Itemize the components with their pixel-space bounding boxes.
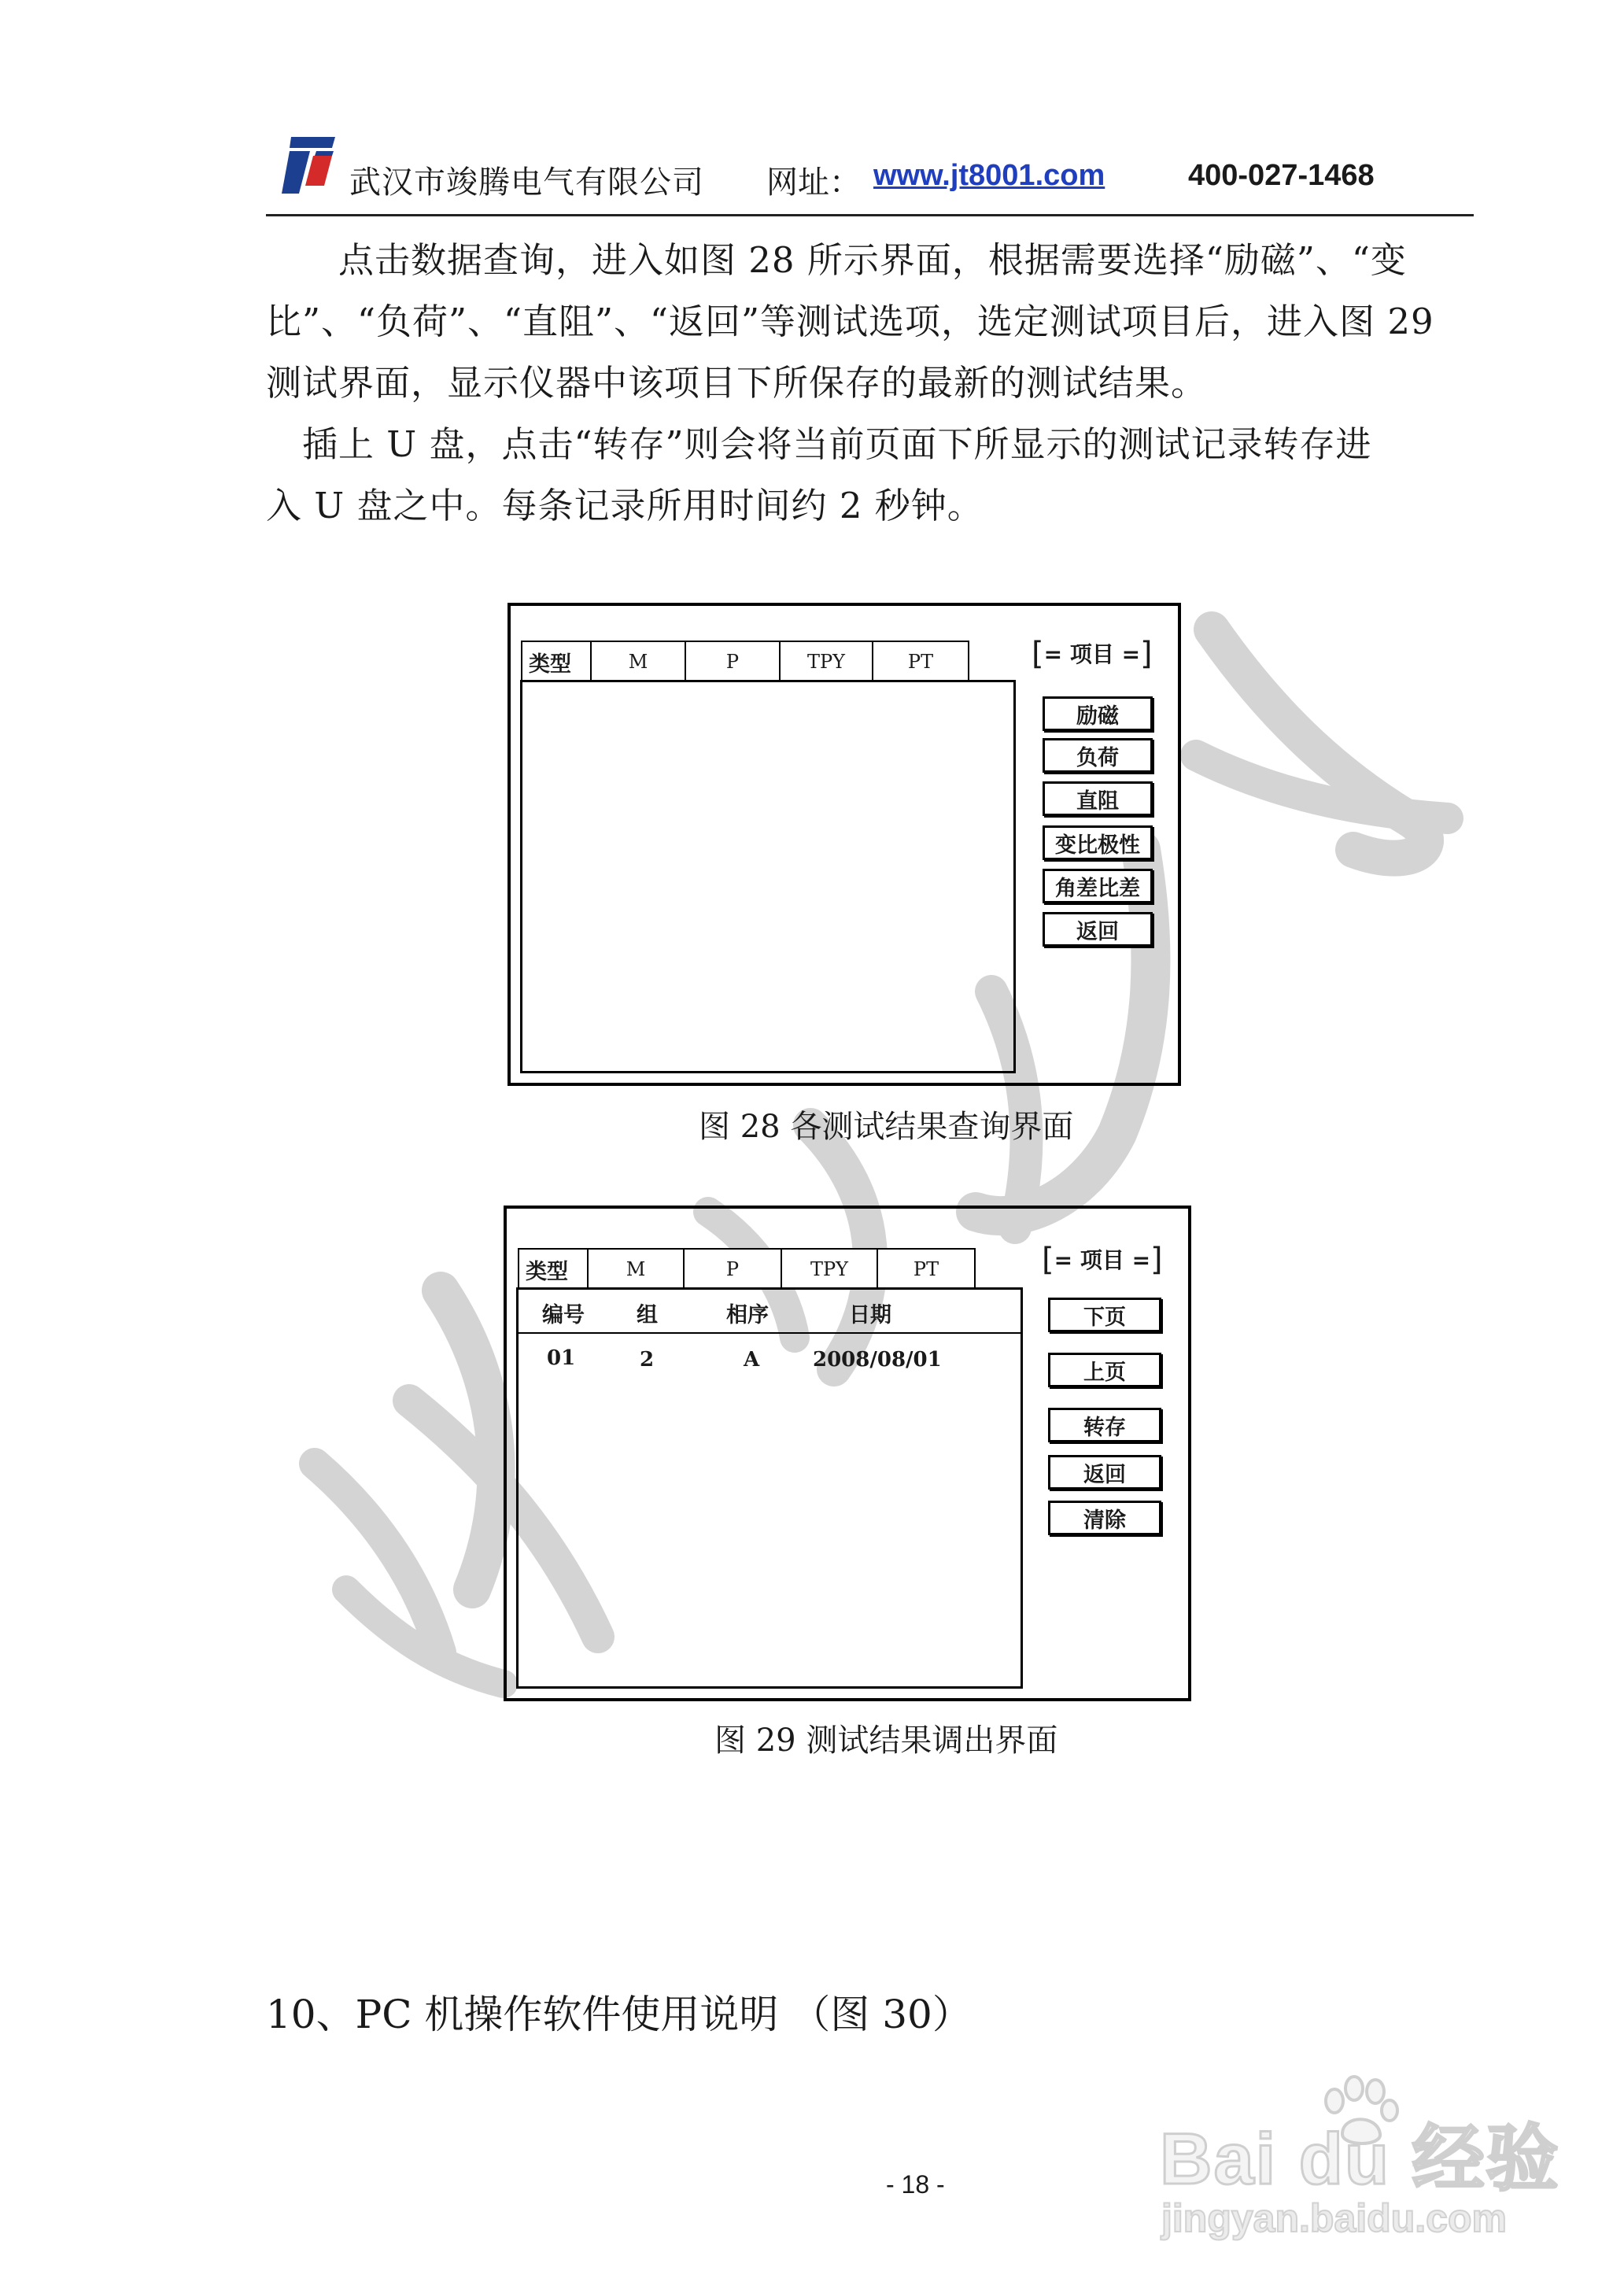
next-page-button[interactable]: 下页	[1048, 1298, 1161, 1332]
company-logo	[282, 135, 337, 195]
load-button[interactable]: 负荷	[1043, 738, 1153, 773]
header-row-divider	[519, 1332, 1021, 1334]
tab-type[interactable]: 类型	[518, 1248, 589, 1289]
page-header	[266, 132, 1474, 214]
column-phase: 相序	[726, 1303, 769, 1327]
phone-number: 400-027-1468	[1188, 159, 1375, 192]
angle-ratio-error-button[interactable]: 角差比差	[1043, 869, 1153, 903]
row-1-number: 01	[547, 1346, 576, 1370]
paragraph-line: 测试界面，显示仪器中该项目下所保存的最新的测试结果。	[266, 362, 1208, 404]
column-date: 日期	[849, 1303, 891, 1327]
fig29-items-title: [= 项目 =]	[1042, 1242, 1163, 1278]
items-title-text: = 项目 =	[1054, 1247, 1151, 1273]
row-1-phase: A	[744, 1348, 760, 1372]
website-link[interactable]: www.jt8001.com	[873, 159, 1105, 192]
baidu-url-text: jingyan.baidu.com	[1161, 2196, 1507, 2240]
paragraph-query	[266, 230, 1478, 414]
column-group: 组	[637, 1303, 658, 1327]
clear-button[interactable]: 清除	[1048, 1501, 1161, 1535]
tab-pt[interactable]: PT	[877, 1248, 976, 1289]
tab-m[interactable]: M	[587, 1248, 685, 1289]
fig28-screen	[507, 603, 1181, 1086]
back-button[interactable]: 返回	[1048, 1455, 1161, 1490]
page-number: - 18 -	[886, 2170, 945, 2199]
prev-page-button[interactable]: 上页	[1048, 1353, 1161, 1387]
fig28-items-title: [= 项目 =]	[1032, 636, 1153, 672]
tab-tpy[interactable]: TPY	[781, 1248, 878, 1289]
fig28-results-panel	[520, 680, 1016, 1073]
dc-resistance-button[interactable]: 直阻	[1043, 781, 1153, 816]
back-button[interactable]: 返回	[1043, 912, 1153, 947]
fig29-results-panel	[516, 1287, 1023, 1689]
column-number: 编号	[542, 1303, 585, 1327]
header-divider	[266, 214, 1474, 216]
row-1-date: 2008/08/01	[813, 1348, 942, 1372]
section-heading: 10、PC 机操作软件使用说明 （图 30）	[266, 1992, 972, 2037]
tab-m[interactable]: M	[590, 641, 686, 681]
fig28-caption: 图 28 各测试结果查询界面	[699, 1109, 1074, 1145]
fig29-caption: 图 29 测试结果调出界面	[714, 1723, 1058, 1759]
excitation-button[interactable]: 励磁	[1043, 696, 1153, 731]
tab-tpy[interactable]: TPY	[779, 641, 873, 681]
fig29-screen	[504, 1206, 1191, 1701]
tab-pt[interactable]: PT	[872, 641, 969, 681]
items-title-text: = 项目 =	[1043, 641, 1141, 667]
website-label: 网址：	[766, 164, 861, 201]
save-to-usb-button[interactable]: 转存	[1048, 1408, 1161, 1442]
paragraph-line: 入 U 盘之中。每条记录所用时间约 2 秒钟。	[266, 485, 984, 526]
tab-p[interactable]: P	[685, 641, 781, 681]
tab-type[interactable]: 类型	[521, 641, 592, 681]
ratio-polarity-button[interactable]: 变比极性	[1043, 825, 1153, 860]
paragraph-line: 点击数据查询，进入如图 28 所示界面，根据需要选择“励磁”、“变	[266, 239, 1407, 281]
paragraph-usb	[266, 414, 1478, 537]
fig29-tab-bar	[518, 1248, 974, 1289]
company-name: 武汉市竣腾电气有限公司	[349, 164, 704, 201]
paragraph-line: 比”、“负荷”、“直阻”、“返回”等测试选项，选定测试项目后，进入图 29	[266, 301, 1434, 342]
paragraph-line: 插上 U 盘，点击“转存”则会将当前页面下所显示的测试记录转存进	[266, 423, 1372, 465]
tab-p[interactable]: P	[683, 1248, 782, 1289]
row-1-group: 2	[640, 1348, 655, 1372]
fig28-tab-bar	[521, 641, 968, 681]
baidu-brand-text: Bai du 经验	[1160, 2119, 1560, 2199]
